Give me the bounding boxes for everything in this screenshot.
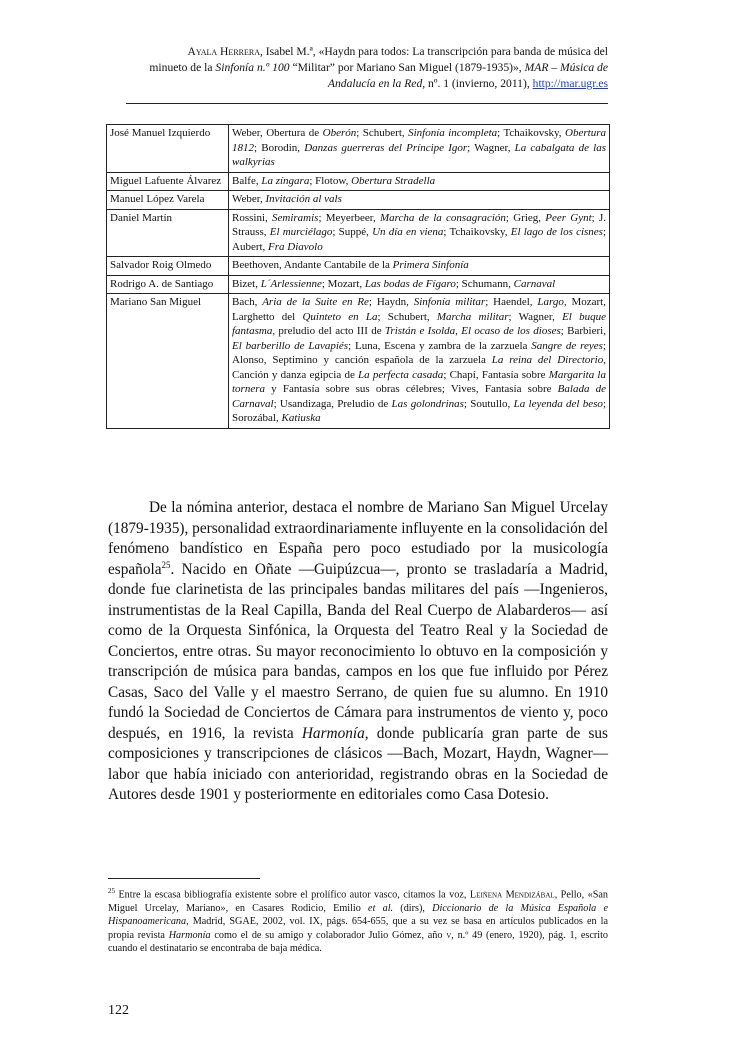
header-line2-post: “Militar” por Mariano San Miguel (1879-1935)», [289,61,525,74]
header-author-rest: , Isabel M.ª, «Haydn para todos: La transcripción para banda de música del [260,45,608,58]
work-text: , [455,325,462,337]
work-text: ; Wagner, [508,310,563,323]
table-row [107,125,610,173]
work-title: Largo [537,296,564,308]
work-title: La reina del Directorio [491,354,604,366]
footnote-dictionary: Diccionario de la Música Española e Hispanoamericana [108,902,608,928]
work-text: Bizet, [232,277,261,290]
work-text: Balfe, [232,174,262,187]
work-title: Oberón [322,127,357,139]
work-text: ; Mozart, [321,277,365,290]
work-title: Tristán e Isolda [384,325,456,337]
footnote-text-4: , Madrid, SGAE, 2002, vol. IX, págs. 654-655, que a su vez se basa en artículos publicados en la propia revista [108,916,608,941]
work-text: ; J. Strauss, [232,211,606,238]
page-number: 122 [108,1003,129,1018]
work-text: ; Tchaikovsky, [497,127,566,139]
work-text: ; Schumann, [455,277,514,290]
footnote-text-2: , Pello, «San Miguel Urcelay, Mariano», en Casares Rodicio, Emilio [108,889,608,914]
header-journal: MAR – Música de [524,61,608,74]
arranger-name: Salvador Roig Olmedo [107,257,229,276]
transcriptions-table [106,124,610,429]
work-title: Sinfonía incompleta [408,127,498,139]
arranger-name: José Manuel Izquierdo [107,125,229,173]
work-title: Sangre de reyes [531,339,603,352]
work-title: Aria de la Suite en Re [262,296,369,308]
work-title: Katiuska [281,412,321,424]
work-title: El ocaso de los dioses [461,325,561,337]
work-title: Las bodas de Fígaro [364,277,456,290]
work-text: Weber, Obertura de [232,127,323,139]
body-italic-harmonia: Harmonía [301,724,365,742]
arranger-name: Manuel López Varela [107,191,229,210]
arranger-name: Mariano San Miguel [107,294,229,429]
work-text: ; Sorozábal, [232,397,606,424]
body-text-3: , donde publicaría gran parte de sus composiciones y transcripciones de clásicos —Bach, Mozart, Haydn, Wagner— labor que había iniciado con anterioridad, registrando obras en la Sociedad de Autores desde 1901 y posteriormente en editoriales como Casa Dotesio. [108,724,609,803]
arranger-name: Daniel Martín [107,209,229,257]
work-title: El buque fantasma [232,310,606,337]
work-text: Bach, [232,296,263,308]
arranger-name: Miguel Lafuente Álvarez [107,172,229,191]
table-row [107,275,610,294]
footnote [108,885,608,956]
work-title: Balada de Carnaval [232,383,606,410]
work-title: La zíngara [261,174,310,187]
footnote-harmonia: Harmonía [168,929,211,941]
header-journal-cont: Andalucía en la Red [327,77,423,90]
table-row [107,209,610,257]
running-header [108,44,608,92]
work-title: Margarita la tornera [232,368,606,395]
work-title: Invitación al vals [265,193,342,205]
table-row [107,172,610,191]
work-text: ; Alonso, Septimino y canción española de la zarzuela [232,339,606,366]
work-text: ; Soutullo, [463,397,514,410]
transcriptions-table-body [107,125,610,429]
arranged-works [229,275,610,294]
work-text: Rossini, [232,211,273,224]
footnote-text-3: (dirs), [393,902,433,914]
work-text: Weber, [232,193,266,205]
header-author: Ayala Herrera [187,45,260,58]
work-title: Primera Sinfonía [392,259,469,271]
header-work-title: Sinfonía n.º 100 [215,61,290,74]
work-text: , preludio del acto III de [272,325,385,337]
work-text: , Canción y danza egipcia de [232,354,606,381]
work-title: La cabalgata de las walkyrias [232,141,606,168]
table-row [107,257,610,276]
arranged-works [229,294,610,429]
body-text-1: De la nómina anterior, destaca el nombre de Mariano San Miguel Urcelay (1879-1935), personalidad extraordinariamente influyente en la consolidación del fenómeno bandístico en España pero poco estudiado por la musicología española [108,499,608,578]
footnote-text-1: Entre la escasa bibliografía existente sobre el prolífico autor vasco, citamos la voz, [115,889,470,901]
work-text: ; Suppé, [332,226,373,238]
work-title: Un día en viena [372,226,444,238]
work-title: Sinfonía militar [413,296,486,308]
work-title: El lago de los cisnes [510,226,603,238]
work-title: La leyenda del beso [513,397,603,410]
work-text: Beethoven, Andante Cantabile de la [232,259,393,271]
footnote-mark: 25 [108,887,115,895]
work-title: Fra Diavolo [268,240,323,253]
body-text-2: . Nacido en Oñate —Guipúzcua—, pronto se trasladaría a Madrid, donde fue clarinetista de las principales bandas militares del país —Ingenieros, instrumentistas de la Real Capilla, Banda del Real Cuerpo de Alabarderos— así como de la Orquesta Sinfónica, la Orquesta del Teatro Real y la Sociedad de Conciertos, entre otras. Su mayor reconocimiento lo obtuvo en la composición y transcripción de música para bandas, campos en los que fue influido por Pérez Casas, Saco del Valle y el maestro Serrano, de quien fue su alumno. En 1910 fundó la Sociedad de Conciertos de Cámara para instrumentos de viento y, poco después, en 1916, la revista [108,560,608,742]
work-text: ; Schubert, [356,127,409,139]
footnote-author: Leiñena Mendizábal [469,889,555,901]
footnote-year-roman: v [446,929,452,941]
work-title: Obertura Stradella [351,174,436,187]
work-text: ; Haendel, [485,296,538,308]
header-line2: minueto de la [149,61,216,74]
arranger-name: Rodrigo A. de Santiago [107,275,229,294]
header-link[interactable]: http://mar.ugr.es [532,77,608,90]
body-paragraph [108,498,608,806]
table-row [107,191,610,210]
table-row [107,294,610,429]
footnote-text-5: como el de su amigo y colaborador Julio Gómez, año [210,929,447,941]
footnote-rule [108,878,260,879]
arranged-works [229,257,610,276]
work-title: Carnaval [513,277,556,290]
work-title: Obertura 1812 [232,127,606,154]
header-rule [126,103,608,104]
footnote-text-6: , n.º 49 (enero, 1920), pág. 1, escrito cuando el destinatario se encontraba de baja médica. [108,929,608,955]
work-title: Quinteto en La [302,310,378,323]
work-text: ; Luna, Escena y zambra de la zarzuela [348,339,532,352]
work-text: ; Chapí, Fantasía sobre [443,368,549,381]
footnote-ref[interactable]: 25 [161,559,171,570]
arranged-works [229,209,610,257]
arranged-works [229,172,610,191]
work-title: L´Arlessienne [260,277,322,290]
work-title: El murciélago [269,226,333,238]
work-text: ; Haydn, [368,296,414,308]
header-issue: , nº. 1 (invierno, 2011), [422,77,533,90]
work-text: ; Wagner, [467,141,515,154]
work-title: Peer Gynt [545,211,592,224]
work-title: Danzas guerreras del Príncipe Igor [304,141,468,154]
work-text: ; Tchaikovsky, [443,226,511,238]
work-title: Las golondrinas [391,397,464,410]
work-text: y Fantasía sobre sus obras célebres; Vives, Fantasía sobre [265,383,558,395]
work-text: ; Flotow, [309,174,352,187]
work-text: ; Borodin, [254,141,305,154]
work-title: La perfecta casada [358,368,444,381]
work-title: El barberillo de Lavapiés [232,339,349,352]
arranged-works [229,125,610,173]
work-title: Marcha militar [436,310,509,323]
footnote-etal: et al. [368,902,394,914]
work-text: ; Barbieri, [560,325,606,337]
work-title: Marcha de la consagración [379,211,506,224]
work-text: ; Usandizaga, Preludio de [273,397,392,410]
work-text: ; Meyerbeer, [318,211,380,224]
work-text: ; Schubert, [377,310,437,323]
work-title: Semiramis [272,211,319,224]
work-text: ; Grieg, [505,211,546,224]
arranged-works [229,191,610,210]
work-text: , Mozart, Larghetto del [232,296,606,323]
work-text: ; Aubert, [232,226,607,253]
